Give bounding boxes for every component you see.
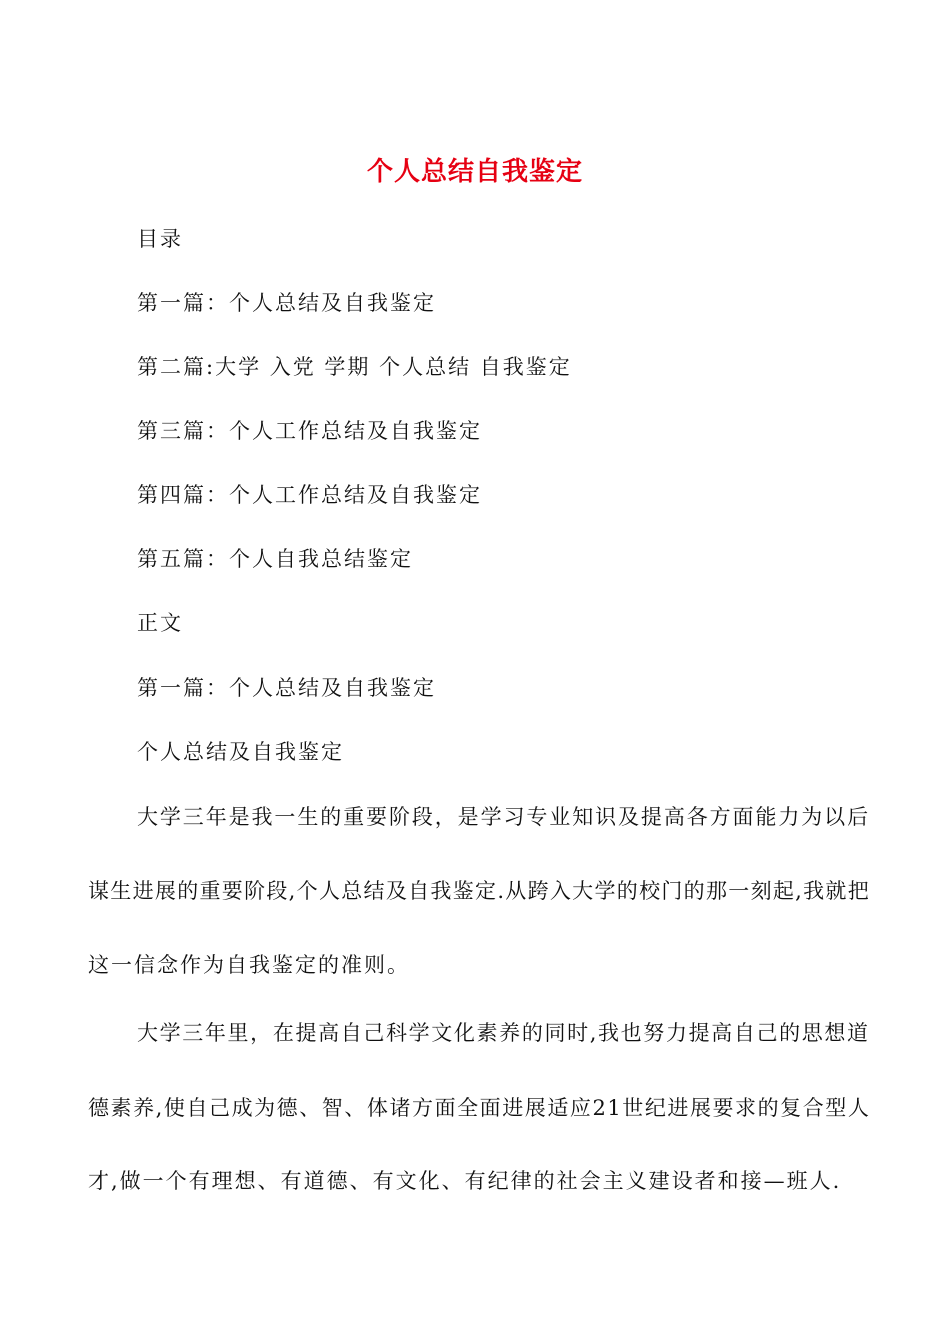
toc-item: 第五篇：个人自我总结鉴定 (137, 547, 413, 571)
paragraph-line: 德素养,使自己成为德、智、体诸方面全面进展适应21世纪进展要求的复合型人 (88, 1096, 871, 1120)
body-heading: 正文 (137, 611, 183, 635)
toc-item: 第四篇：个人工作总结及自我鉴定 (137, 483, 482, 507)
paragraph-line: 大学三年是我一生的重要阶段，是学习专业知识及提高各方面能力为以后 (137, 805, 870, 829)
toc-heading: 目录 (137, 227, 183, 251)
paragraph-line: 谋生进展的重要阶段,个人总结及自我鉴定.从跨入大学的校门的那一刻起,我就把 (88, 879, 871, 903)
section-subtitle: 个人总结及自我鉴定 (137, 740, 344, 764)
toc-item: 第一篇：个人总结及自我鉴定 (137, 291, 436, 315)
document-title: 个人总结自我鉴定 (366, 157, 583, 187)
toc-item: 第二篇:大学 入党 学期 个人总结 自我鉴定 (137, 355, 572, 379)
paragraph-line: 这一信念作为自我鉴定的准则。 (88, 953, 410, 977)
toc-item: 第三篇：个人工作总结及自我鉴定 (137, 419, 482, 443)
section-heading: 第一篇：个人总结及自我鉴定 (137, 676, 436, 700)
paragraph-line: 才,做一个有理想、有道德、有文化、有纪律的社会主义建设者和接—班人. (88, 1169, 842, 1193)
paragraph-line: 大学三年里，在提高自己科学文化素养的同时,我也努力提高自己的思想道 (137, 1021, 870, 1045)
